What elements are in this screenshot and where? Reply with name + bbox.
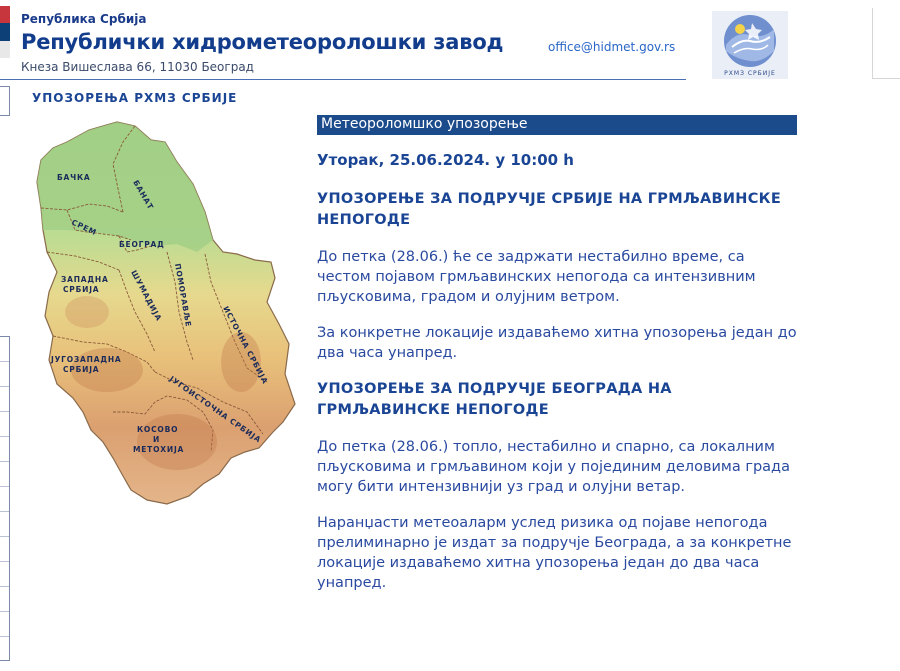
republic-label: Република Србија — [21, 12, 147, 26]
serbia-warning-text: До петка (28.06.) ће се задржати нестабилно време, са честом појавом грмљавинских непогода са интензивним пљусковима, градом и олујним ветром. — [317, 249, 756, 305]
header-divider — [0, 79, 686, 80]
serbia-regions-map[interactable] — [27, 112, 301, 512]
svg-text:РХМЗ СРБИЈЕ: РХМЗ СРБИЈЕ — [724, 70, 776, 77]
left-nav-cell[interactable] — [0, 487, 9, 512]
rhmz-logo-icon[interactable] — [712, 11, 788, 79]
map-label-srem: СРЕМ — [70, 217, 99, 238]
institute-address: Кнеза Вишеслава 66, 11030 Београд — [21, 60, 254, 74]
map-label-backa: БАЧКА — [57, 173, 91, 182]
left-nav-cell[interactable] — [0, 387, 9, 412]
warning-date: Уторак, 25.06.2024. у 10:00 h — [317, 151, 574, 169]
map-label-jugozapadna: ЈУГОЗАПАДНА — [51, 355, 122, 364]
serbian-flag-strip — [0, 6, 10, 58]
map-label-kosovo: КОСОВО — [137, 425, 179, 434]
email-link[interactable]: office@hidmet.gov.rs — [548, 40, 676, 54]
serbia-warning-title: УПОЗОРЕЊЕ ЗА ПОДРУЧЈЕ СРБИЈЕ НА ГРМЉАВИНСКЕ НЕПОГОДЕ — [317, 191, 782, 228]
left-nav-cell[interactable] — [0, 587, 9, 612]
map-label-banat: БАНАТ — [131, 178, 156, 212]
left-nav-cell[interactable] — [0, 512, 9, 537]
belgrade-warning-title: УПОЗОРЕЊЕ ЗА ПОДРУЧЈЕ БЕОГРАДА НА ГРМЉАВИНСКЕ НЕПОГОДЕ — [317, 381, 672, 418]
map-label-zapadna-srbija: СРБИЈА — [63, 285, 100, 294]
map-label-beograd: БЕОГРАД — [119, 240, 165, 249]
map-label-zapadna: ЗАПАДНА — [61, 275, 109, 284]
left-nav-cell[interactable] — [0, 537, 9, 562]
map-label-i: И — [153, 435, 161, 444]
left-nav-cell[interactable] — [0, 412, 9, 437]
belgrade-warning-note: Наранџасти метеоаларм услед ризика од појаве непогода прелиминарно је издат за подручје Београда, а за конкретне локације издаваћемо хитна упозорења један до два часа унапред. — [317, 515, 792, 591]
map-label-pomoravlje: ПОМОРАВЉЕ — [173, 262, 194, 328]
left-nav-frame-top — [0, 86, 10, 116]
warning-content — [317, 115, 797, 609]
left-nav-cell[interactable] — [0, 562, 9, 587]
map-label-jugoistocna-srbija: ЈУГОИСТОЧНА СРБИЈА — [167, 374, 263, 445]
left-nav-cell[interactable] — [0, 337, 9, 362]
left-nav-frame — [0, 336, 10, 661]
left-nav-cell[interactable] — [0, 462, 9, 487]
map-label-sumadija: ШУМАДИЈА — [129, 268, 164, 323]
institute-title[interactable]: Републички хидрометеоролошки завод — [21, 30, 504, 54]
left-nav-cell[interactable] — [0, 437, 9, 462]
map-label-jugozapadna-srbija: СРБИЈА — [63, 365, 100, 374]
map-label-istocna-srbija: ИСТОЧНА СРБИЈА — [221, 304, 270, 386]
belgrade-warning-text: До петка (28.06.) топло, нестабилно и спарно, са локалним пљусковима и грмљавином који у појединим деловима града могу бити интензивнији уз град и олујни ветар. — [317, 439, 790, 495]
warning-title-bar: Метеороломшко упозорење — [317, 115, 797, 135]
header-right-frame — [872, 8, 900, 79]
warnings-section-heading: УПОЗОРЕЊА РХМЗ СРБИЈЕ — [32, 91, 238, 105]
left-nav-cell[interactable] — [0, 362, 9, 387]
serbia-warning-note: За конкретне локације издаваћемо хитна упозорења један до два часа унапред. — [317, 325, 797, 361]
map-label-metohija: МЕТОХИЈА — [133, 445, 185, 454]
left-nav-cell[interactable] — [0, 612, 9, 637]
